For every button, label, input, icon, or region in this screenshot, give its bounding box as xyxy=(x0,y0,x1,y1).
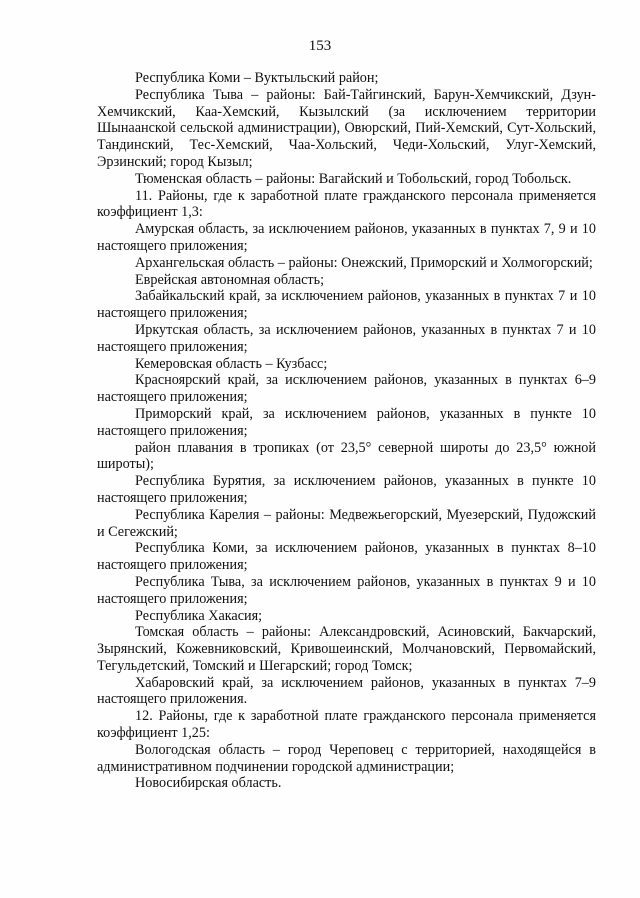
paragraph: Республика Коми, за исключением районов, указанных в пунктах 8–10 настоящего приложения; xyxy=(97,540,596,574)
paragraph: Тюменская область – районы: Вагайский и Тобольский, город Тобольск. xyxy=(135,170,572,187)
section-heading: 11. Районы, где к заработной плате гражданского персонала применяется коэффициент 1,3: xyxy=(97,187,596,221)
paragraph: Республика Карелия – районы: Медвежьегорский, Муезерский, Пудожский и Сегежский; xyxy=(97,506,596,540)
section-heading: 12. Районы, где к заработной плате гражданского персонала применяется коэффициент 1,25: xyxy=(97,708,596,742)
paragraph: Республика Коми – Вуктыльский район; xyxy=(135,70,379,86)
paragraph: Хабаровский край, за исключением районов, указанных в пунктах 7–9 настоящего приложения. xyxy=(97,674,596,708)
paragraph: Архангельская область – районы: Онежский, Приморский и Холмогорский; xyxy=(135,254,593,271)
paragraph: Республика Бурятия, за исключением районов, указанных в пункте 10 настоящего приложения; xyxy=(97,473,596,506)
paragraph: Амурская область, за исключением районов, указанных в пунктах 7, 9 и 10 настоящего приложения; xyxy=(97,221,596,254)
paragraph: Новосибирская область. xyxy=(135,775,282,792)
paragraph: Еврейская автономная область; xyxy=(135,271,325,288)
paragraph: Приморский край, за исключением районов, указанных в пункте 10 настоящего приложения; xyxy=(97,405,596,439)
paragraph: Республика Хакасия; xyxy=(135,607,263,624)
paragraph: Республика Тыва – районы: Бай-Тайгинский, Барун-Хемчикский, Дзун-Хемчикский, Каа-Хемский, Кызылский (за исключением территории Шынаанской сельской администрации), Овюрский, Пий-Хемский, Сут-Хольский, Тандинский, Тес-Хемский, Чаа-Хольский, Чеди-Хольский, Улуг-Хемский, Эрзинский; город Кызыл; xyxy=(97,86,596,170)
paragraph: Красноярский край, за исключением районов, указанных в пунктах 6–9 настоящего приложения; xyxy=(97,372,596,406)
paragraph: район плавания в тропиках (от 23,5° северной широты до 23,5° южной широты); xyxy=(97,439,596,473)
document-body xyxy=(97,70,596,792)
paragraph: Иркутская область, за исключением районов, указанных в пунктах 7 и 10 настоящего приложения; xyxy=(97,321,596,355)
paragraph: Кемеровская область – Кузбасс; xyxy=(135,355,328,372)
paragraph: Республика Тыва, за исключением районов, указанных в пунктах 9 и 10 настоящего приложения; xyxy=(97,573,596,607)
paragraph: Томская область – районы: Александровский, Асиновский, Бакчарский, Зырянский, Кожевниковский, Кривошеинский, Молчановский, Первомайский, Тегульдетский, Томский и Шегарский; город Томск; xyxy=(97,624,596,674)
page-number: 153 xyxy=(308,38,332,54)
paragraph: Забайкальский край, за исключением районов, указанных в пунктах 7 и 10 настоящего приложения; xyxy=(97,288,596,322)
paragraph: Вологодская область – город Череповец с территорией, находящейся в административном подчинении городской администрации; xyxy=(97,741,596,775)
